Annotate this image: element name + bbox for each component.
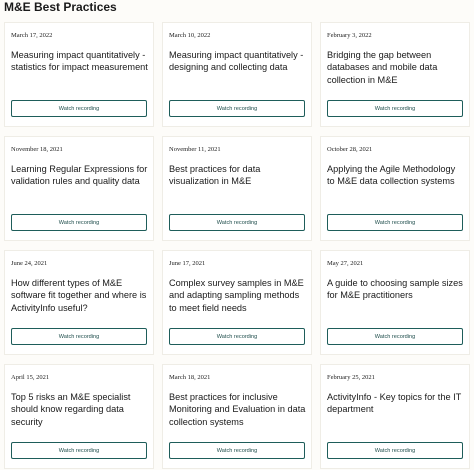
- webinar-card: [320, 250, 470, 355]
- card-title[interactable]: Bridging the gap between databases and mobile data collection in M&E: [327, 50, 438, 85]
- card-date: March 10, 2022: [169, 32, 211, 39]
- webinar-card: [4, 136, 154, 241]
- webinar-card: [4, 22, 154, 127]
- watch-recording-button[interactable]: Watch recording: [327, 100, 463, 117]
- section-title: M&E Best Practices: [4, 0, 117, 14]
- card-title[interactable]: Complex survey samples in M&E and adapting sampling methods to meet field needs: [169, 278, 304, 313]
- watch-recording-button[interactable]: Watch recording: [169, 100, 305, 117]
- card-title[interactable]: Top 5 risks an M&E specialist should know regarding data security: [11, 392, 131, 427]
- webinar-card: [162, 250, 312, 355]
- card-title[interactable]: Measuring impact quantitatively - statistics for impact measurement: [11, 50, 148, 73]
- webinar-card: [320, 136, 470, 241]
- watch-recording-button[interactable]: Watch recording: [327, 328, 463, 345]
- watch-recording-button[interactable]: Watch recording: [327, 214, 463, 231]
- card-date: November 11, 2021: [169, 146, 221, 153]
- card-title[interactable]: Learning Regular Expressions for validation rules and quality data: [11, 164, 148, 187]
- webinar-card: [4, 364, 154, 469]
- webinar-grid: [4, 22, 470, 469]
- webinar-card: [320, 364, 470, 469]
- watch-recording-button[interactable]: Watch recording: [327, 442, 463, 459]
- card-title[interactable]: ActivityInfo - Key topics for the IT department: [327, 392, 462, 415]
- card-date: May 27, 2021: [327, 260, 364, 267]
- card-date: February 3, 2022: [327, 32, 372, 39]
- card-date: March 17, 2022: [11, 32, 53, 39]
- webinar-card: [162, 364, 312, 469]
- card-date: April 15, 2021: [11, 374, 50, 381]
- card-title[interactable]: Best practices for data visualization in M&E: [169, 164, 261, 187]
- watch-recording-button[interactable]: Watch recording: [169, 328, 305, 345]
- watch-recording-button[interactable]: Watch recording: [11, 442, 147, 459]
- card-title[interactable]: Applying the Agile Methodology to M&E data collection systems: [327, 164, 456, 187]
- watch-recording-button[interactable]: Watch recording: [11, 328, 147, 345]
- card-date: February 25, 2021: [327, 374, 375, 381]
- watch-recording-button[interactable]: Watch recording: [169, 214, 305, 231]
- card-date: October 28, 2021: [327, 146, 373, 153]
- card-title[interactable]: Best practices for inclusive Monitoring and Evaluation in data collection systems: [169, 392, 306, 427]
- card-date: June 17, 2021: [169, 260, 206, 267]
- card-date: November 18, 2021: [11, 146, 63, 153]
- card-title[interactable]: A guide to choosing sample sizes for M&E practitioners: [327, 278, 463, 301]
- watch-recording-button[interactable]: Watch recording: [11, 214, 147, 231]
- watch-recording-button[interactable]: Watch recording: [11, 100, 147, 117]
- webinar-card: [4, 250, 154, 355]
- webinar-card: [320, 22, 470, 127]
- webinar-card: [162, 22, 312, 127]
- card-date: March 18, 2021: [169, 374, 211, 381]
- card-title[interactable]: Measuring impact quantitatively - designing and collecting data: [169, 50, 304, 73]
- card-title[interactable]: How different types of M&E software fit together and where is ActivityInfo useful?: [11, 278, 147, 313]
- watch-recording-button[interactable]: Watch recording: [169, 442, 305, 459]
- card-date: June 24, 2021: [11, 260, 48, 267]
- webinar-card: [162, 136, 312, 241]
